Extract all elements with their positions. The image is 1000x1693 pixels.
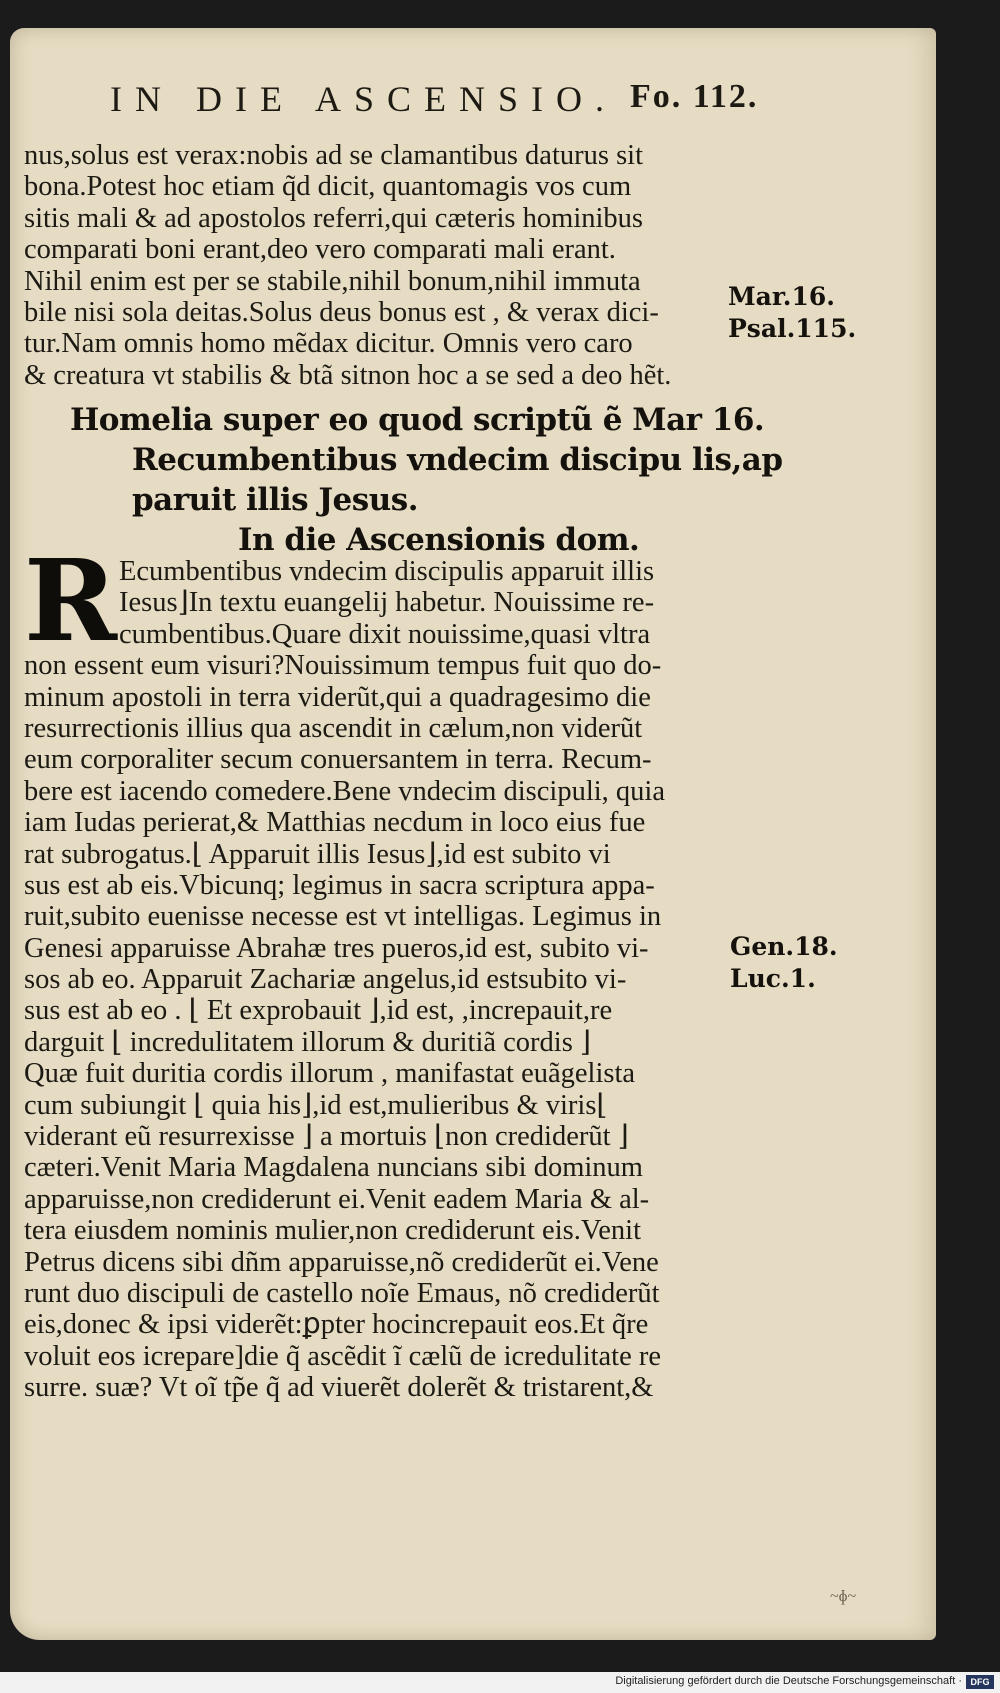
text-line: surre. suæ? Vt oĩ tp̃e q̃ ad viuerẽt dolerẽt & tristarent,& (24, 1372, 654, 1404)
text-line: runt duo discipuli de castello noĩe Emaus, nõ crediderũt (24, 1277, 660, 1309)
text-line: bere est iacendo comedere.Bene vndecim discipuli, quia (24, 775, 665, 807)
text-line: Nihil enim est per se stabile,nihil bonum,nihil immuta (24, 265, 641, 297)
margin-note-luc: Luc.1. (730, 964, 816, 993)
dfg-logo: DFG (966, 1675, 994, 1689)
text-line: non essent eum visuri?Nouissimum tempus fuit quo do- (24, 650, 662, 682)
folio-number: Fo. 112. (630, 78, 759, 115)
running-header (110, 78, 759, 120)
text-line: Iesus⌋In textu euangelij habetur. Nouissime re- (119, 587, 655, 619)
heading-line: Recumbentibus vndecim discipu lis,ap (132, 442, 783, 478)
text-line: bona.Potest hoc etiam q̃d dicit, quantomagis vos cum (24, 171, 632, 203)
text-line: eis,donec & ipsi viderẽt:ꝑpter hocincrepauit eos.Et q̃re (24, 1309, 649, 1341)
text-line: eum corporaliter secum conuersantem in terra. Recum- (24, 744, 652, 776)
text-line: resurrectionis illius qua ascendit in cælum,non viderũt (24, 712, 643, 744)
heading-line: In die Ascensionis dom. (238, 522, 640, 558)
homily-heading (70, 400, 783, 560)
text-line: cum subiungit ⌊ quia his⌋,id est,mulieribus & viris⌊ (24, 1089, 608, 1121)
text-line: sus est ab eo . ⌊ Et exprobauit ⌋,id est, ,increpauit,re (24, 995, 613, 1027)
text-line: cumbentibus.Quare dixit nouissime,quasi vltra (119, 618, 651, 650)
text-line: cæteri.Venit Maria Magdalena nuncians sibi dominum (24, 1152, 643, 1184)
text-line: sos ab eo. Apparuit Zachariæ angelus,id estsubito vi- (24, 964, 627, 996)
text-line: Quæ fuit duritia cordis illorum , manifastat euãgelista (24, 1058, 636, 1090)
text-line: bile nisi sola deitas.Solus deus bonus est , & verax dici- (24, 296, 659, 328)
text-line: & creatura vt stabilis & btã sitnon hoc a se sed a deo hẽt. (24, 359, 672, 391)
text-line: Genesi apparuisse Abrahæ tres pueros,id est, subito vi- (24, 932, 649, 964)
margin-note-psal: Psal.115. (728, 314, 857, 343)
heading-line: Homelia super eo quod scriptũ ẽ Mar 16. (70, 402, 765, 438)
footer-bar (0, 1672, 1000, 1693)
text-line: tera eiusdem nominis mulier,non crediderunt eis.Venit (24, 1215, 641, 1247)
scan-border (0, 1640, 1000, 1672)
page-ornament: ~ɸ~ (830, 1588, 857, 1605)
text-line: nus,solus est verax:nobis ad se clamantibus daturus sit (24, 140, 643, 171)
heading-line: paruit illis Jesus. (132, 482, 418, 518)
text-line: voluit eos icrepare]die q̃ ascẽdit ĩ cælũ de icredulitate re (24, 1340, 662, 1372)
text-line: Ecumbentibus vndecim discipulis apparuit illis (119, 556, 655, 587)
text-line: comparati boni erant,deo vero comparati mali erant. (24, 234, 616, 266)
text-line: minum apostoli in terra viderũt,qui a quadragesimo die (24, 681, 651, 713)
footer-credit: Digitalisierung gefördert durch die Deutsche Forschungsgemeinschaft · (615, 1675, 962, 1687)
text-line: darguit ⌊ incredulitatem illorum & duritiã cordis ⌋ (24, 1026, 592, 1058)
margin-note-gen: Gen.18. (730, 932, 838, 961)
margin-note-mar: Mar.16. (728, 282, 835, 311)
text-line: viderant eũ resurrexisse ⌋ a mortuis ⌊non crediderũt ⌋ (24, 1121, 629, 1153)
text-line: ruit,subito euenisse necesse est vt intelligas. Legimus in (24, 901, 662, 933)
text-line: tur.Nam omnis homo mẽdax dicitur. Omnis vero caro (24, 328, 633, 360)
text-line: apparuisse,non crediderunt ei.Venit eadem Maria & al- (24, 1183, 650, 1215)
book-page (10, 28, 936, 1640)
text-line: Petrus dicens sibi dñm apparuisse,nõ crediderũt ei.Vene (24, 1246, 659, 1278)
decorated-initial: R (24, 536, 118, 667)
text-line: rat subrogatus.⌊ Apparuit illis Iesus⌋,id est subito vi (24, 838, 611, 870)
text-line: sus est ab eis.Vbicunq; legimus in sacra scriptura appa- (24, 869, 655, 901)
text-line: sitis mali & ad apostolos referri,qui cæteris hominibus (24, 202, 643, 234)
top-paragraph (24, 140, 736, 391)
text-line: iam Iudas perierat,& Matthias necdum in loco eius fue (24, 807, 646, 839)
running-title: IN DIE ASCENSIO. (110, 79, 618, 119)
